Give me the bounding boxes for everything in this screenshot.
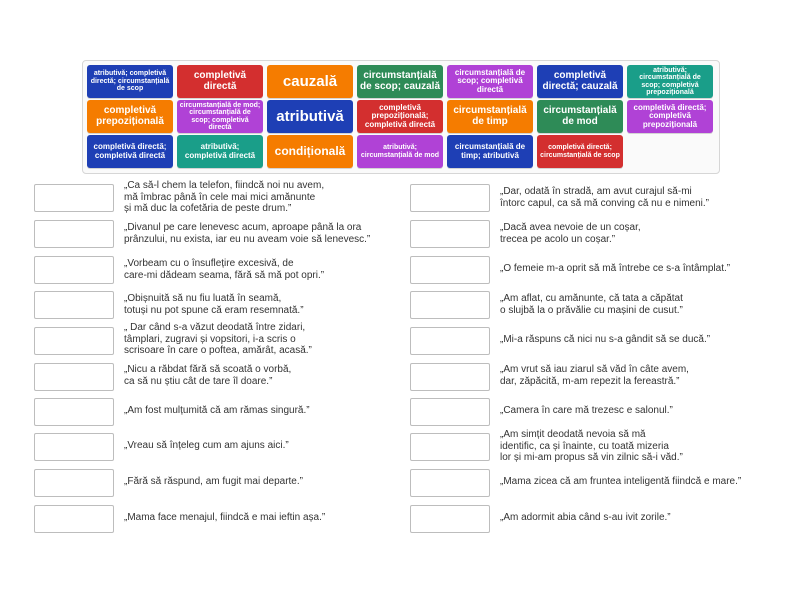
sentence-text: „Fără să răspund, am fugit mai departe.” bbox=[124, 476, 303, 487]
answer-tile[interactable] bbox=[267, 135, 353, 168]
answer-drop-box[interactable] bbox=[410, 184, 490, 212]
answer-tile-label: circumstanțială de timp; atributivă bbox=[454, 142, 526, 160]
answer-tile[interactable] bbox=[537, 100, 623, 133]
answer-tile[interactable] bbox=[537, 135, 623, 168]
answer-drop-box[interactable] bbox=[34, 291, 114, 319]
sentence-text: „Ca să-l chem la telefon, fiindcă noi nu avem, mă îmbrac până în cele mai mici amănunte și mă duc la cofetăria de peste drum.” bbox=[124, 180, 325, 214]
answer-tile-label: condițională bbox=[274, 144, 346, 159]
sentence-text: „Divanul pe care lenevesc acum, aproape până la ora prânzului, nu exista, iar eu nu aveam voie să lenevesc.” bbox=[124, 222, 371, 245]
sentence-text: „Dar, odată în stradă, am avut curajul să-mi întorc capul, ca să mă conving că nu e nimeni.” bbox=[500, 186, 709, 209]
answer-tile-bank bbox=[82, 60, 720, 174]
answer-tile-label: completivă directă; completivă prepozițională bbox=[633, 102, 707, 129]
answer-tile-label: atributivă; circumstanțială de scop; completivă prepozițională bbox=[639, 66, 701, 96]
answer-tile-label: circumstanțială de mod bbox=[543, 105, 617, 127]
answer-tile[interactable] bbox=[87, 100, 173, 133]
answer-tile[interactable] bbox=[177, 100, 263, 133]
sentence-text: „Am aflat, cu amănunte, că tata a căpătat o slujbă la o prăvălie cu mașini de cusut.” bbox=[500, 293, 683, 316]
sentence-text: „Vorbeam cu o însuflețire excesivă, de care-mi dădeam seama, fără să mă pot opri.” bbox=[124, 258, 325, 281]
answer-drop-box[interactable] bbox=[410, 469, 490, 497]
answer-tile[interactable] bbox=[537, 65, 623, 98]
answer-drop-box[interactable] bbox=[34, 256, 114, 284]
answer-drop-box[interactable] bbox=[34, 433, 114, 461]
sentence-text: „O femeie m-a oprit să mă întrebe ce s-a întâmplat.” bbox=[500, 263, 731, 274]
answer-tile[interactable] bbox=[627, 100, 713, 133]
answer-drop-box[interactable] bbox=[410, 433, 490, 461]
answer-drop-box[interactable] bbox=[34, 469, 114, 497]
answer-tile[interactable] bbox=[357, 100, 443, 133]
answer-tile-label: circumstanțială de mod; circumstanțială de scop; completivă directă bbox=[179, 101, 261, 131]
answer-drop-box[interactable] bbox=[410, 291, 490, 319]
sentence-text: „Am adormit abia când s-au ivit zorile.” bbox=[500, 512, 671, 523]
answer-tile-label: atributivă; completivă directă; circumstanțială de scop bbox=[90, 70, 170, 93]
sentence-text: „ Dar când s-a văzut deodată între zidari, tâmplari, zugravi și vopsitori, i-a scris o scrisoare în care o poftea, amărât, acasă.” bbox=[124, 322, 312, 356]
answer-drop-box[interactable] bbox=[410, 363, 490, 391]
sentence-text: „Mi-a răspuns că nici nu s-a gândit să se ducă.” bbox=[500, 334, 711, 345]
answer-tile-label: atributivă bbox=[276, 107, 344, 125]
sentence-text: „Obișnuită să nu fiu luată în seamă, totuși nu pot spune că eram resemnată.” bbox=[124, 293, 304, 316]
answer-tile-label: completivă directă; circumstanțială de scop bbox=[540, 144, 620, 159]
answer-tile[interactable] bbox=[87, 135, 173, 168]
answer-drop-box[interactable] bbox=[410, 327, 490, 355]
answer-tile[interactable] bbox=[627, 65, 713, 98]
sentence-text: „Nicu a răbdat fără să scoată o vorbă, ca să nu știu cât de tare îl doare.” bbox=[124, 364, 292, 387]
answer-tile[interactable] bbox=[447, 135, 533, 168]
answer-drop-box[interactable] bbox=[34, 505, 114, 533]
answer-tile[interactable] bbox=[357, 65, 443, 98]
answer-tile[interactable] bbox=[447, 65, 533, 98]
sentence-text: „Am simțit deodată nevoia să mă identific, ca și înainte, cu toată mizeria lor și mi-am propus să vin zilnic să-i văd.” bbox=[500, 429, 683, 463]
sentence-text: „Camera în care mă trezesc e salonul.” bbox=[500, 405, 673, 416]
answer-tile-label: completivă directă; cauzală bbox=[542, 70, 618, 92]
sentence-text: „Mama face menajul, fiindcă e mai ieftin așa.” bbox=[124, 512, 326, 523]
answer-tile-label: completivă directă; completivă directă bbox=[93, 142, 167, 160]
answer-tile-label: completivă directă bbox=[193, 70, 247, 92]
answer-tile-label: circumstanțială de scop; completivă directă bbox=[454, 67, 526, 94]
sentence-text: „Mama zicea că am fruntea inteligentă fiindcă e mare.” bbox=[500, 476, 742, 487]
sentence-text: „Dacă avea nevoie de un coșar, trecea pe acolo un coșar.” bbox=[500, 222, 641, 245]
sentence-text: „Vreau să înțeleg cum am ajuns aici.” bbox=[124, 440, 289, 451]
answer-tile-label: atributivă; circumstanțială de mod bbox=[360, 144, 440, 159]
answer-drop-box[interactable] bbox=[34, 398, 114, 426]
answer-drop-box[interactable] bbox=[410, 398, 490, 426]
answer-tile-label: circumstanțială de timp bbox=[453, 105, 527, 127]
answer-drop-box[interactable] bbox=[410, 220, 490, 248]
answer-tile-label: circumstanțială de scop; cauzală bbox=[359, 70, 441, 92]
answer-tile[interactable] bbox=[357, 135, 443, 168]
answer-drop-box[interactable] bbox=[410, 505, 490, 533]
answer-tile[interactable] bbox=[87, 65, 173, 98]
answer-drop-box[interactable] bbox=[34, 327, 114, 355]
answer-drop-box[interactable] bbox=[410, 256, 490, 284]
answer-tile-label: completivă prepozițională; completivă directă bbox=[364, 102, 436, 129]
answer-tile-label: atributivă; completivă directă bbox=[184, 142, 256, 160]
answer-tile[interactable] bbox=[267, 100, 353, 133]
answer-drop-box[interactable] bbox=[34, 184, 114, 212]
answer-tile[interactable] bbox=[177, 135, 263, 168]
sentence-text: „Am fost mulțumită că am rămas singură.” bbox=[124, 405, 310, 416]
answer-drop-box[interactable] bbox=[34, 220, 114, 248]
sentence-text: „Am vrut să iau ziarul să văd în câte avem, dar, zăpăcită, m-am repezit la fereastră.” bbox=[500, 364, 689, 387]
answer-tile-label: completivă prepozițională bbox=[96, 105, 164, 127]
answer-tile[interactable] bbox=[177, 65, 263, 98]
answer-tile[interactable] bbox=[447, 100, 533, 133]
answer-drop-box[interactable] bbox=[34, 363, 114, 391]
answer-tile-label: cauzală bbox=[282, 72, 338, 90]
answer-tile[interactable] bbox=[267, 65, 353, 98]
